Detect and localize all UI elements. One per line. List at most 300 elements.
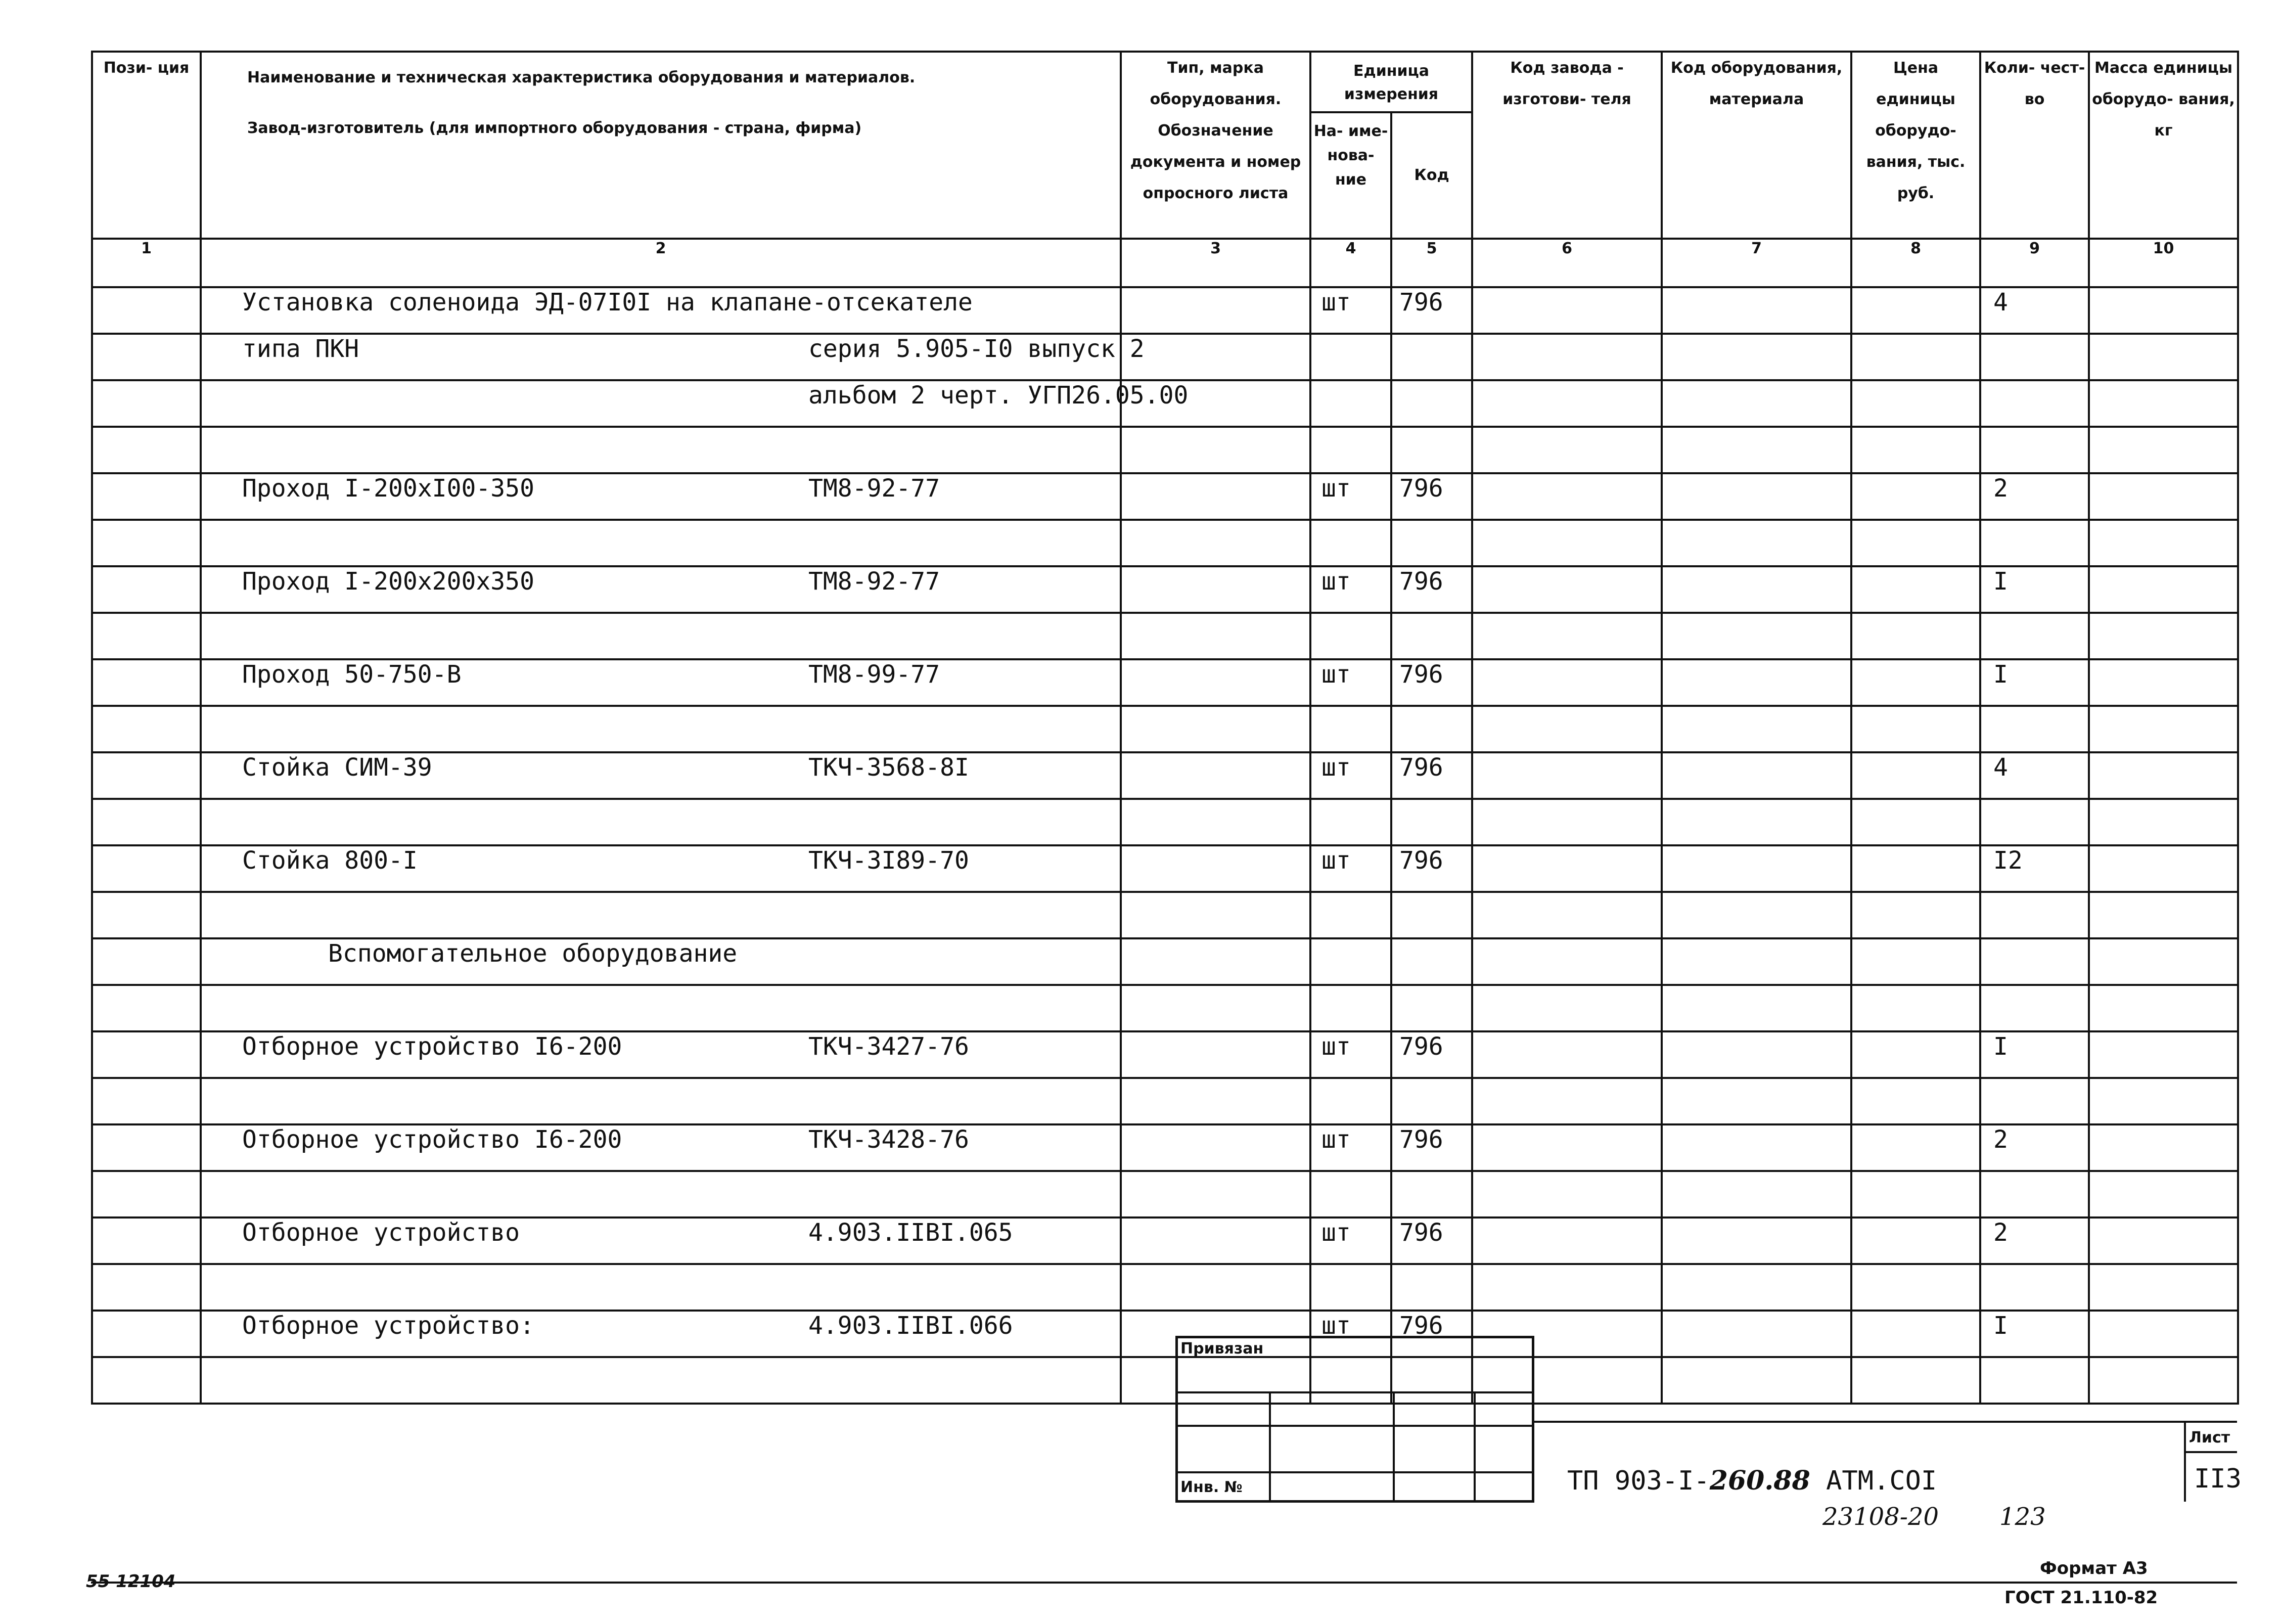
plant-code-cell	[1472, 520, 1662, 566]
col-num-1: 1	[92, 239, 201, 287]
mass-cell	[2089, 799, 2238, 845]
mass-cell	[2089, 334, 2238, 380]
table-row	[92, 1357, 2238, 1404]
mass-cell	[2089, 380, 2238, 427]
header-unit-group	[1310, 52, 1472, 239]
unit-code-cell: 796	[1391, 473, 1472, 520]
name-cell	[201, 1217, 1121, 1264]
price-cell	[1851, 1311, 1980, 1357]
price-cell	[1851, 1264, 1980, 1311]
quantity-cell: 2	[1980, 473, 2089, 520]
unit-code-cell	[1391, 427, 1472, 473]
item-document: ТМ8-92-77	[808, 567, 940, 596]
table-row	[92, 1078, 2238, 1124]
type-cell	[1121, 706, 1310, 752]
equipment-code-cell	[1662, 1171, 1851, 1217]
unit-code-cell: 796	[1391, 287, 1472, 334]
unit-code-cell: 796	[1391, 845, 1472, 892]
type-cell	[1121, 752, 1310, 799]
position-cell	[92, 1078, 201, 1124]
item-name: Стойка СИМ-39	[242, 753, 432, 782]
plant-code-cell	[1472, 1171, 1662, 1217]
header-price: Цена единицы оборудо- вания, тыс. руб.	[1851, 52, 1980, 239]
plant-code-cell	[1472, 566, 1662, 613]
plant-code-cell	[1472, 473, 1662, 520]
unit-code-cell	[1391, 1171, 1472, 1217]
unit-code-cell: 796	[1391, 1124, 1472, 1171]
plant-code-cell	[1472, 659, 1662, 706]
name-cell	[201, 520, 1121, 566]
item-name: Стойка 800-I	[242, 846, 418, 875]
unit-cell	[1310, 706, 1391, 752]
equipment-code-cell	[1662, 380, 1851, 427]
name-cell	[201, 613, 1121, 659]
table-row	[92, 566, 2238, 613]
quantity-cell: I2	[1980, 845, 2089, 892]
name-cell	[201, 938, 1121, 985]
price-cell	[1851, 845, 1980, 892]
table-row	[92, 659, 2238, 706]
type-cell	[1121, 1124, 1310, 1171]
quantity-cell: 2	[1980, 1217, 2089, 1264]
equipment-code-cell	[1662, 1031, 1851, 1078]
plant-code-cell	[1472, 1031, 1662, 1078]
divider	[1175, 1471, 1534, 1473]
col-num-2: 2	[201, 239, 1121, 287]
mass-cell	[2089, 1264, 2238, 1311]
table-row	[92, 938, 2238, 985]
price-cell	[1851, 659, 1980, 706]
position-cell	[92, 845, 201, 892]
type-cell	[1121, 334, 1310, 380]
quantity-cell: I	[1980, 659, 2089, 706]
position-cell	[92, 985, 201, 1031]
col-num-9: 9	[1980, 239, 2089, 287]
mass-cell	[2089, 1031, 2238, 1078]
table-row	[92, 334, 2238, 380]
document-number-handwritten: 260.88	[1709, 1465, 1810, 1496]
equipment-code-cell	[1662, 1124, 1851, 1171]
unit-cell: шт	[1310, 845, 1391, 892]
mass-cell	[2089, 752, 2238, 799]
mass-cell	[2089, 1311, 2238, 1357]
quantity-cell: 2	[1980, 1124, 2089, 1171]
plant-code-cell	[1472, 1078, 1662, 1124]
header-plant-code: Код завода - изготови- теля	[1472, 52, 1662, 239]
unit-cell: шт	[1310, 566, 1391, 613]
unit-cell: шт	[1310, 1124, 1391, 1171]
quantity-cell	[1980, 985, 2089, 1031]
item-document: альбом 2 черт. УГП26.05.00	[808, 381, 1189, 410]
mass-cell	[2089, 427, 2238, 473]
header-unit-code: Код	[1414, 166, 1449, 184]
type-cell	[1121, 1264, 1310, 1311]
type-cell	[1121, 520, 1310, 566]
item-document: 4.903.IIBI.065	[808, 1219, 1013, 1247]
inventory-number-label: Инв. №	[1180, 1478, 1243, 1496]
header-type: Тип, марка оборудования. Обозначение документа и номер опросного листа	[1121, 52, 1310, 239]
unit-cell: шт	[1310, 473, 1391, 520]
price-cell	[1851, 1078, 1980, 1124]
name-cell	[201, 1031, 1121, 1078]
table-row	[92, 1171, 2238, 1217]
name-cell	[201, 1264, 1121, 1311]
equipment-code-cell	[1662, 706, 1851, 752]
col-num-5: 5	[1391, 239, 1472, 287]
price-cell	[1851, 287, 1980, 334]
type-cell	[1121, 1171, 1310, 1217]
table-row	[92, 520, 2238, 566]
item-name: Установка соленоида ЭД-07I0I на клапане-отсекателе	[242, 288, 973, 317]
unit-code-cell	[1391, 985, 1472, 1031]
unit-code-cell: 796	[1391, 1031, 1472, 1078]
mass-cell	[2089, 938, 2238, 985]
position-cell	[92, 752, 201, 799]
name-cell	[201, 659, 1121, 706]
plant-code-cell	[1472, 752, 1662, 799]
position-cell	[92, 659, 201, 706]
item-document: ТКЧ-3428-76	[808, 1125, 969, 1154]
equipment-code-cell	[1662, 1264, 1851, 1311]
position-cell	[92, 1031, 201, 1078]
price-cell	[1851, 985, 1980, 1031]
name-cell	[201, 427, 1121, 473]
quantity-cell	[1980, 520, 2089, 566]
header-unit: Единица измерения	[1311, 53, 1471, 113]
divider	[1269, 1391, 1271, 1502]
item-document: ТМ8-99-77	[808, 660, 940, 689]
privyazan-label: Привязан	[1180, 1340, 1264, 1358]
divider	[1534, 1421, 2237, 1423]
plant-code-cell	[1472, 1124, 1662, 1171]
quantity-cell: I	[1980, 566, 2089, 613]
quantity-cell: I	[1980, 1311, 2089, 1357]
equipment-code-cell	[1662, 752, 1851, 799]
mass-cell	[2089, 1217, 2238, 1264]
price-cell	[1851, 1124, 1980, 1171]
plant-code-cell	[1472, 892, 1662, 938]
type-cell	[1121, 287, 1310, 334]
divider	[1474, 1391, 1476, 1502]
name-cell	[201, 1171, 1121, 1217]
table-row	[92, 1031, 2238, 1078]
type-cell	[1121, 427, 1310, 473]
item-name: Отборное устройство I6-200	[242, 1125, 622, 1154]
item-document: ТКЧ-3427-76	[808, 1032, 969, 1061]
plant-code-cell	[1472, 845, 1662, 892]
unit-cell	[1310, 380, 1391, 427]
item-name: Проход I-200х200х350	[242, 567, 534, 596]
col-num-6: 6	[1472, 239, 1662, 287]
type-cell	[1121, 892, 1310, 938]
type-cell	[1121, 613, 1310, 659]
item-document: серия 5.905-I0 выпуск 2	[808, 335, 1145, 363]
equipment-code-cell	[1662, 799, 1851, 845]
price-cell	[1851, 1217, 1980, 1264]
plant-code-cell	[1472, 380, 1662, 427]
price-cell	[1851, 334, 1980, 380]
price-cell	[1851, 473, 1980, 520]
table-row	[92, 1264, 2238, 1311]
price-cell	[1851, 1031, 1980, 1078]
position-cell	[92, 1311, 201, 1357]
quantity-cell: 4	[1980, 752, 2089, 799]
table-row	[92, 613, 2238, 659]
quantity-cell	[1980, 706, 2089, 752]
position-cell	[92, 799, 201, 845]
mass-cell	[2089, 706, 2238, 752]
table-row	[92, 845, 2238, 892]
position-cell	[92, 706, 201, 752]
header-row	[92, 52, 2238, 239]
header-position: Пози- ция	[92, 52, 201, 239]
plant-code-cell	[1472, 938, 1662, 985]
name-cell	[201, 473, 1121, 520]
unit-cell	[1310, 938, 1391, 985]
unit-cell: шт	[1310, 1311, 1391, 1357]
col-num-4: 4	[1310, 239, 1391, 287]
unit-cell	[1310, 985, 1391, 1031]
position-cell	[92, 520, 201, 566]
quantity-cell	[1980, 613, 2089, 659]
table-row	[92, 752, 2238, 799]
plant-code-cell	[1472, 1217, 1662, 1264]
mass-cell	[2089, 845, 2238, 892]
equipment-code-cell	[1662, 845, 1851, 892]
name-cell	[201, 380, 1189, 427]
unit-code-cell	[1391, 706, 1472, 752]
price-cell	[1851, 380, 1980, 427]
col-num-8: 8	[1851, 239, 1980, 287]
quantity-cell	[1980, 799, 2089, 845]
position-cell	[92, 1357, 201, 1404]
price-cell	[1851, 799, 1980, 845]
equipment-code-cell	[1662, 1078, 1851, 1124]
name-cell	[201, 892, 1121, 938]
position-cell	[92, 566, 201, 613]
divider	[1175, 1391, 1534, 1393]
plant-code-cell	[1472, 1264, 1662, 1311]
archive-stamp: 55 12104	[86, 1571, 176, 1592]
price-cell	[1851, 752, 1980, 799]
name-cell	[201, 1078, 1121, 1124]
price-cell	[1851, 427, 1980, 473]
header-name-line2: Завод-изготовитель (для импортного оборудования - страна, фирма)	[247, 119, 862, 137]
unit-code-cell	[1391, 1264, 1472, 1311]
name-cell	[201, 799, 1121, 845]
type-cell	[1121, 799, 1310, 845]
item-document: 4.903.IIBI.066	[808, 1312, 1013, 1340]
divider	[1175, 1425, 1534, 1427]
header-name-line1: Наименование и техническая характеристика оборудования и материалов.	[247, 69, 916, 86]
position-cell	[92, 892, 201, 938]
item-name: Отборное устройство	[242, 1219, 520, 1247]
position-cell	[92, 1217, 201, 1264]
sheet-label: Лист	[2189, 1429, 2230, 1447]
name-cell	[201, 1311, 1121, 1357]
name-cell	[201, 334, 1145, 380]
unit-cell	[1310, 892, 1391, 938]
position-cell	[92, 427, 201, 473]
mass-cell	[2089, 659, 2238, 706]
name-cell	[201, 1357, 1121, 1404]
unit-code-cell	[1391, 938, 1472, 985]
header-mass: Масса единицы оборудо- вания, кг	[2089, 52, 2238, 239]
plant-code-cell	[1472, 706, 1662, 752]
position-cell	[92, 1124, 201, 1171]
unit-code-cell: 796	[1391, 566, 1472, 613]
table-row	[92, 1311, 2238, 1357]
mass-cell	[2089, 287, 2238, 334]
equipment-code-cell	[1662, 287, 1851, 334]
quantity-cell	[1980, 1264, 2089, 1311]
unit-cell: шт	[1310, 752, 1391, 799]
unit-cell	[1310, 334, 1391, 380]
header-unit-name: На- име- нова- ние	[1311, 113, 1392, 238]
col-num-7: 7	[1662, 239, 1851, 287]
name-cell	[201, 566, 1121, 613]
unit-cell	[1310, 799, 1391, 845]
item-name: Отборное устройство:	[242, 1312, 534, 1340]
divider	[2184, 1451, 2237, 1453]
position-cell	[92, 473, 201, 520]
item-document: ТМ8-92-77	[808, 474, 940, 503]
mass-cell	[2089, 1078, 2238, 1124]
header-quantity: Коли- чест- во	[1980, 52, 2089, 239]
quantity-cell	[1980, 380, 2089, 427]
price-cell	[1851, 566, 1980, 613]
equipment-code-cell	[1662, 659, 1851, 706]
table-body	[92, 287, 2238, 1404]
quantity-cell	[1980, 334, 2089, 380]
item-document: ТКЧ-3568-8I	[808, 753, 969, 782]
type-cell	[1121, 659, 1310, 706]
plant-code-cell	[1472, 613, 1662, 659]
mass-cell	[2089, 1124, 2238, 1171]
gost-label: ГОСТ 21.110-82	[2004, 1588, 2158, 1608]
equipment-code-cell	[1662, 520, 1851, 566]
mass-cell	[2089, 520, 2238, 566]
mass-cell	[2089, 1171, 2238, 1217]
quantity-cell: I	[1980, 1031, 2089, 1078]
equipment-code-cell	[1662, 566, 1851, 613]
position-cell	[92, 613, 201, 659]
unit-cell	[1310, 613, 1391, 659]
divider	[2184, 1421, 2186, 1502]
unit-code-cell: 796	[1391, 752, 1472, 799]
unit-code-cell	[1391, 613, 1472, 659]
name-cell	[201, 752, 1121, 799]
table-row	[92, 473, 2238, 520]
quantity-cell	[1980, 892, 2089, 938]
order-number: 23108-20	[1822, 1503, 1939, 1531]
unit-cell: шт	[1310, 659, 1391, 706]
unit-code-cell	[1391, 520, 1472, 566]
price-cell	[1851, 613, 1980, 659]
name-cell	[201, 845, 1121, 892]
table-row	[92, 892, 2238, 938]
unit-cell	[1310, 1171, 1391, 1217]
type-cell	[1121, 1217, 1310, 1264]
col-num-3: 3	[1121, 239, 1310, 287]
type-cell	[1121, 1078, 1310, 1124]
document-suffix: АТМ.COI	[1810, 1466, 1937, 1496]
price-cell	[1851, 706, 1980, 752]
header-equipment-code: Код оборудования, материала	[1662, 52, 1851, 239]
col-num-10: 10	[2089, 239, 2238, 287]
table-row	[92, 427, 2238, 473]
table-row	[92, 985, 2238, 1031]
position-cell	[92, 287, 201, 334]
document-prefix: ТП 903-I-	[1567, 1466, 1710, 1496]
unit-cell	[1310, 427, 1391, 473]
page-number: 123	[1999, 1503, 2046, 1531]
position-cell	[92, 334, 201, 380]
unit-code-cell	[1391, 1078, 1472, 1124]
type-cell	[1121, 566, 1310, 613]
equipment-code-cell	[1662, 985, 1851, 1031]
header-name	[201, 52, 1121, 239]
quantity-cell	[1980, 938, 2089, 985]
table-row	[92, 1217, 2238, 1264]
unit-cell: шт	[1310, 287, 1391, 334]
table-row	[92, 706, 2238, 752]
unit-code-cell	[1391, 380, 1472, 427]
unit-code-cell: 796	[1391, 659, 1472, 706]
mass-cell	[2089, 613, 2238, 659]
quantity-cell	[1980, 427, 2089, 473]
equipment-code-cell	[1662, 1217, 1851, 1264]
equipment-code-cell	[1662, 892, 1851, 938]
price-cell	[1851, 892, 1980, 938]
equipment-code-cell	[1662, 334, 1851, 380]
name-cell	[201, 287, 1121, 334]
unit-code-cell	[1391, 892, 1472, 938]
column-number-row	[92, 239, 2238, 287]
position-cell	[92, 938, 201, 985]
item-name: типа ПКН	[242, 335, 359, 363]
document-designation	[1567, 1465, 1937, 1496]
type-cell	[1121, 473, 1310, 520]
mass-cell	[2089, 892, 2238, 938]
price-cell	[1851, 1357, 1980, 1404]
type-cell	[1121, 938, 1310, 985]
name-cell	[201, 985, 1121, 1031]
price-cell	[1851, 1171, 1980, 1217]
unit-code-cell	[1391, 334, 1472, 380]
quantity-cell	[1980, 1171, 2089, 1217]
item-name: Вспомогательное оборудование	[328, 939, 738, 968]
type-cell	[1121, 845, 1310, 892]
table-row	[92, 1124, 2238, 1171]
mass-cell	[2089, 566, 2238, 613]
quantity-cell	[1980, 1357, 2089, 1404]
item-name: Отборное устройство I6-200	[242, 1032, 622, 1061]
unit-cell	[1310, 1078, 1391, 1124]
quantity-cell	[1980, 1078, 2089, 1124]
price-cell	[1851, 938, 1980, 985]
mass-cell	[2089, 1357, 2238, 1404]
format-label: Формат А3	[2040, 1558, 2148, 1578]
type-cell	[1121, 985, 1310, 1031]
unit-code-cell: 796	[1391, 1311, 1472, 1357]
name-cell	[201, 706, 1121, 752]
divider	[1393, 1391, 1395, 1502]
unit-cell	[1310, 520, 1391, 566]
unit-code-cell	[1391, 799, 1472, 845]
plant-code-cell	[1472, 799, 1662, 845]
mass-cell	[2089, 985, 2238, 1031]
